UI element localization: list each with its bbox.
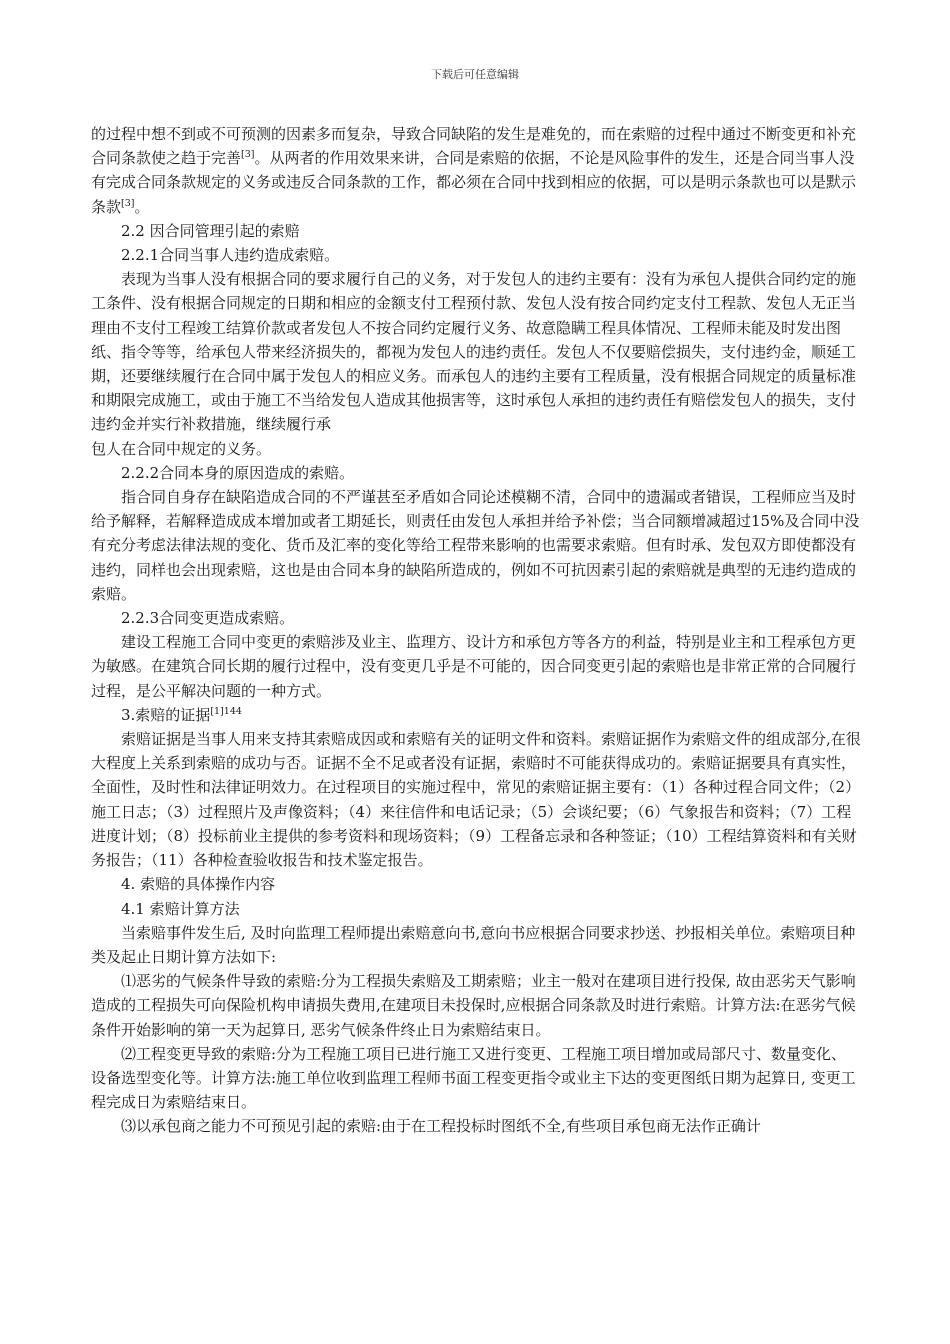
document-body <box>91 122 861 1139</box>
paragraph-text: 2.2 因合同管理引起的索赔 <box>121 221 300 240</box>
paragraph-text: 4.1 索赔计算方法 <box>121 899 240 918</box>
paragraph-p1 <box>91 122 861 219</box>
paragraph-text: 。从两者的作用效果来讲，合同是索赔的依据，不论是风险事件的发生，还是合同当事人没有完成合同条款规定的义务或违反合同条款的工作，都必须在合同中找到相应的依据，可以是明示条款也可以是默示条款 <box>91 149 857 216</box>
paragraph-text: 表现为当事人没有根据合同的要求履行自己的义务，对于发包人的违约主要有：没有为承包人提供合同约定的施工条件、没有根据合同规定的日期和相应的金额支付工程预付款、发包人没有按合同约定支付工程款、发包人无正当理由不支付工程竣工结算价款或者发包人不按合同约定履行义务、故意隐瞒工程具体情况、工程师未能及时发出图纸、指令等等，给承包人带来经济损失的，都视为发包人的违约责任。发包人不仅要赔偿损失，支付违约金，顺延工期，还要继续履行在合同中属于发包人的相应义务。而承包人的违约主要有工程质量，没有根据合同规定的质量标准和期限完成施工，或由于施工不当给发包人造成其他损害等，这时承包人承担的违约责任有赔偿发包人的损失，支付违约金并实行补救措施，继续履行承 <box>91 270 857 434</box>
paragraph-text: 3.索赔的证据 <box>121 705 211 724</box>
paragraph-p15 <box>91 969 861 1042</box>
paragraph-p8 <box>91 606 861 630</box>
paragraph-p12 <box>91 872 861 896</box>
paragraph-p11 <box>91 727 861 872</box>
paragraph-p6 <box>91 461 861 485</box>
paragraph-text: ⑵工程变更导致的索赔:分为工程施工项目已进行施工又进行变更、工程施工项目增加或局部尺寸、数量变化、设备选型变化等。计算方法:施工单位收到监理工程师书面工程变更指令或业主下达的变更图纸日期为起算日, 变更工程完成日为索赔结束日。 <box>91 1044 856 1112</box>
citation-ref: [1]144 <box>210 705 242 717</box>
paragraph-p13 <box>91 897 861 921</box>
paragraph-text: 指合同自身存在缺陷造成合同的不严谨甚至矛盾如合同论述模糊不清，合同中的遗漏或者错误，工程师应当及时给予解释，若解释造成成本增加或者工期延长，则责任由发包人承担并给予补偿；当合同额增减超过15%及合同中没有充分考虑法律法规的变化、货币及汇率的变化等给工程带来影响的也需要求索赔。但有时承、发包双方即使都没有违约，同样也会出现索赔，这也是由合同本身的缺陷所造成的，例如不可抗因素引起的索赔就是典型的无违约造成的索赔。 <box>91 488 860 603</box>
paragraph-text: 的过程中想不到或不可预测的因素多而复杂，导致合同缺陷的发生是难免的，而在索赔的过程中通过不断变更和补充合同条款使之趋于完善 <box>91 125 857 168</box>
paragraph-p14 <box>91 921 861 969</box>
paragraph-text: ⑶以承包商之能力不可预见引起的索赔:由于在工程投标时图纸不全,有些项目承包商无法作正确计 <box>121 1117 761 1136</box>
paragraph-text: 4. 索赔的具体操作内容 <box>121 875 276 894</box>
paragraph-p10 <box>91 703 861 727</box>
paragraph-p5 <box>91 437 861 461</box>
paragraph-p3 <box>91 243 861 267</box>
paragraph-p2 <box>91 219 861 243</box>
citation-ref: [3] <box>121 197 135 209</box>
paragraph-text: 。 <box>134 197 150 216</box>
paragraph-p7 <box>91 485 861 606</box>
paragraph-text: ⑴恶劣的气候条件导致的索赔:分为工程损失索赔及工期索赔；业主一般对在建项目进行投保, 故由恶劣天气影响造成的工程损失可向保险机构申请损失费用,在建项目未投保时,应根据合同条款及时进行索赔。计算方法:在恶劣气候条件开始影响的第一天为起算日, 恶劣气候条件终止日为索赔结束日。 <box>91 972 856 1039</box>
paragraph-text: 索赔证据是当事人用来支持其索赔成因或和索赔有关的证明文件和资料。索赔证据作为索赔文件的组成部分,在很大程度上关系到索赔的成功与否。证据不全不足或者没有证据，索赔时不可能获得成功的。索赔证据要具有真实性，全面性，及时性和法律证明效力。在过程项目的实施过程中，常见的索赔证据主要有：（1）各种过程合同文件；（2）施工日志；（3）过程照片及声像资料；（4）来往信件和电话记录；（5）会谈纪要；（6）气象报告和资料；（7）工程进度计划；（8）投标前业主提供的参考资料和现场资料；（9）工程备忘录和各种签证；（10）工程结算资料和有关财务报告；（11）各种检查验收报告和技术鉴定报告。 <box>91 730 861 870</box>
paragraph-p4 <box>91 267 861 436</box>
page-header: 下载后可任意编辑 <box>431 68 519 81</box>
paragraph-text: 建设工程施工合同中变更的索赔涉及业主、监理方、设计方和承包方等各方的利益，特别是业主和工程承包方更为敏感。在建筑合同长期的履行过程中，没有变更几乎是不可能的，因合同变更引起的索赔也是非常正常的合同履行过程，是公平解决问题的一种方式。 <box>91 633 857 700</box>
paragraph-p9 <box>91 630 861 703</box>
paragraph-text: 2.2.2合同本身的原因造成的索赔。 <box>121 463 355 482</box>
paragraph-text: 2.2.1合同当事人违约造成索赔。 <box>121 246 340 265</box>
paragraph-text: 2.2.3合同变更造成索赔。 <box>121 609 295 628</box>
paragraph-p16 <box>91 1042 861 1115</box>
paragraph-text: 当索赔事件发生后, 及时向监理工程师提出索赔意向书,意向书应根据合同要求抄送、抄报相关单位。索赔项目种类及起止日期计算方法如下: <box>91 923 856 966</box>
citation-ref: [3] <box>241 149 255 161</box>
paragraph-text: 包人在合同中规定的义务。 <box>91 439 272 458</box>
paragraph-p17 <box>91 1114 861 1138</box>
